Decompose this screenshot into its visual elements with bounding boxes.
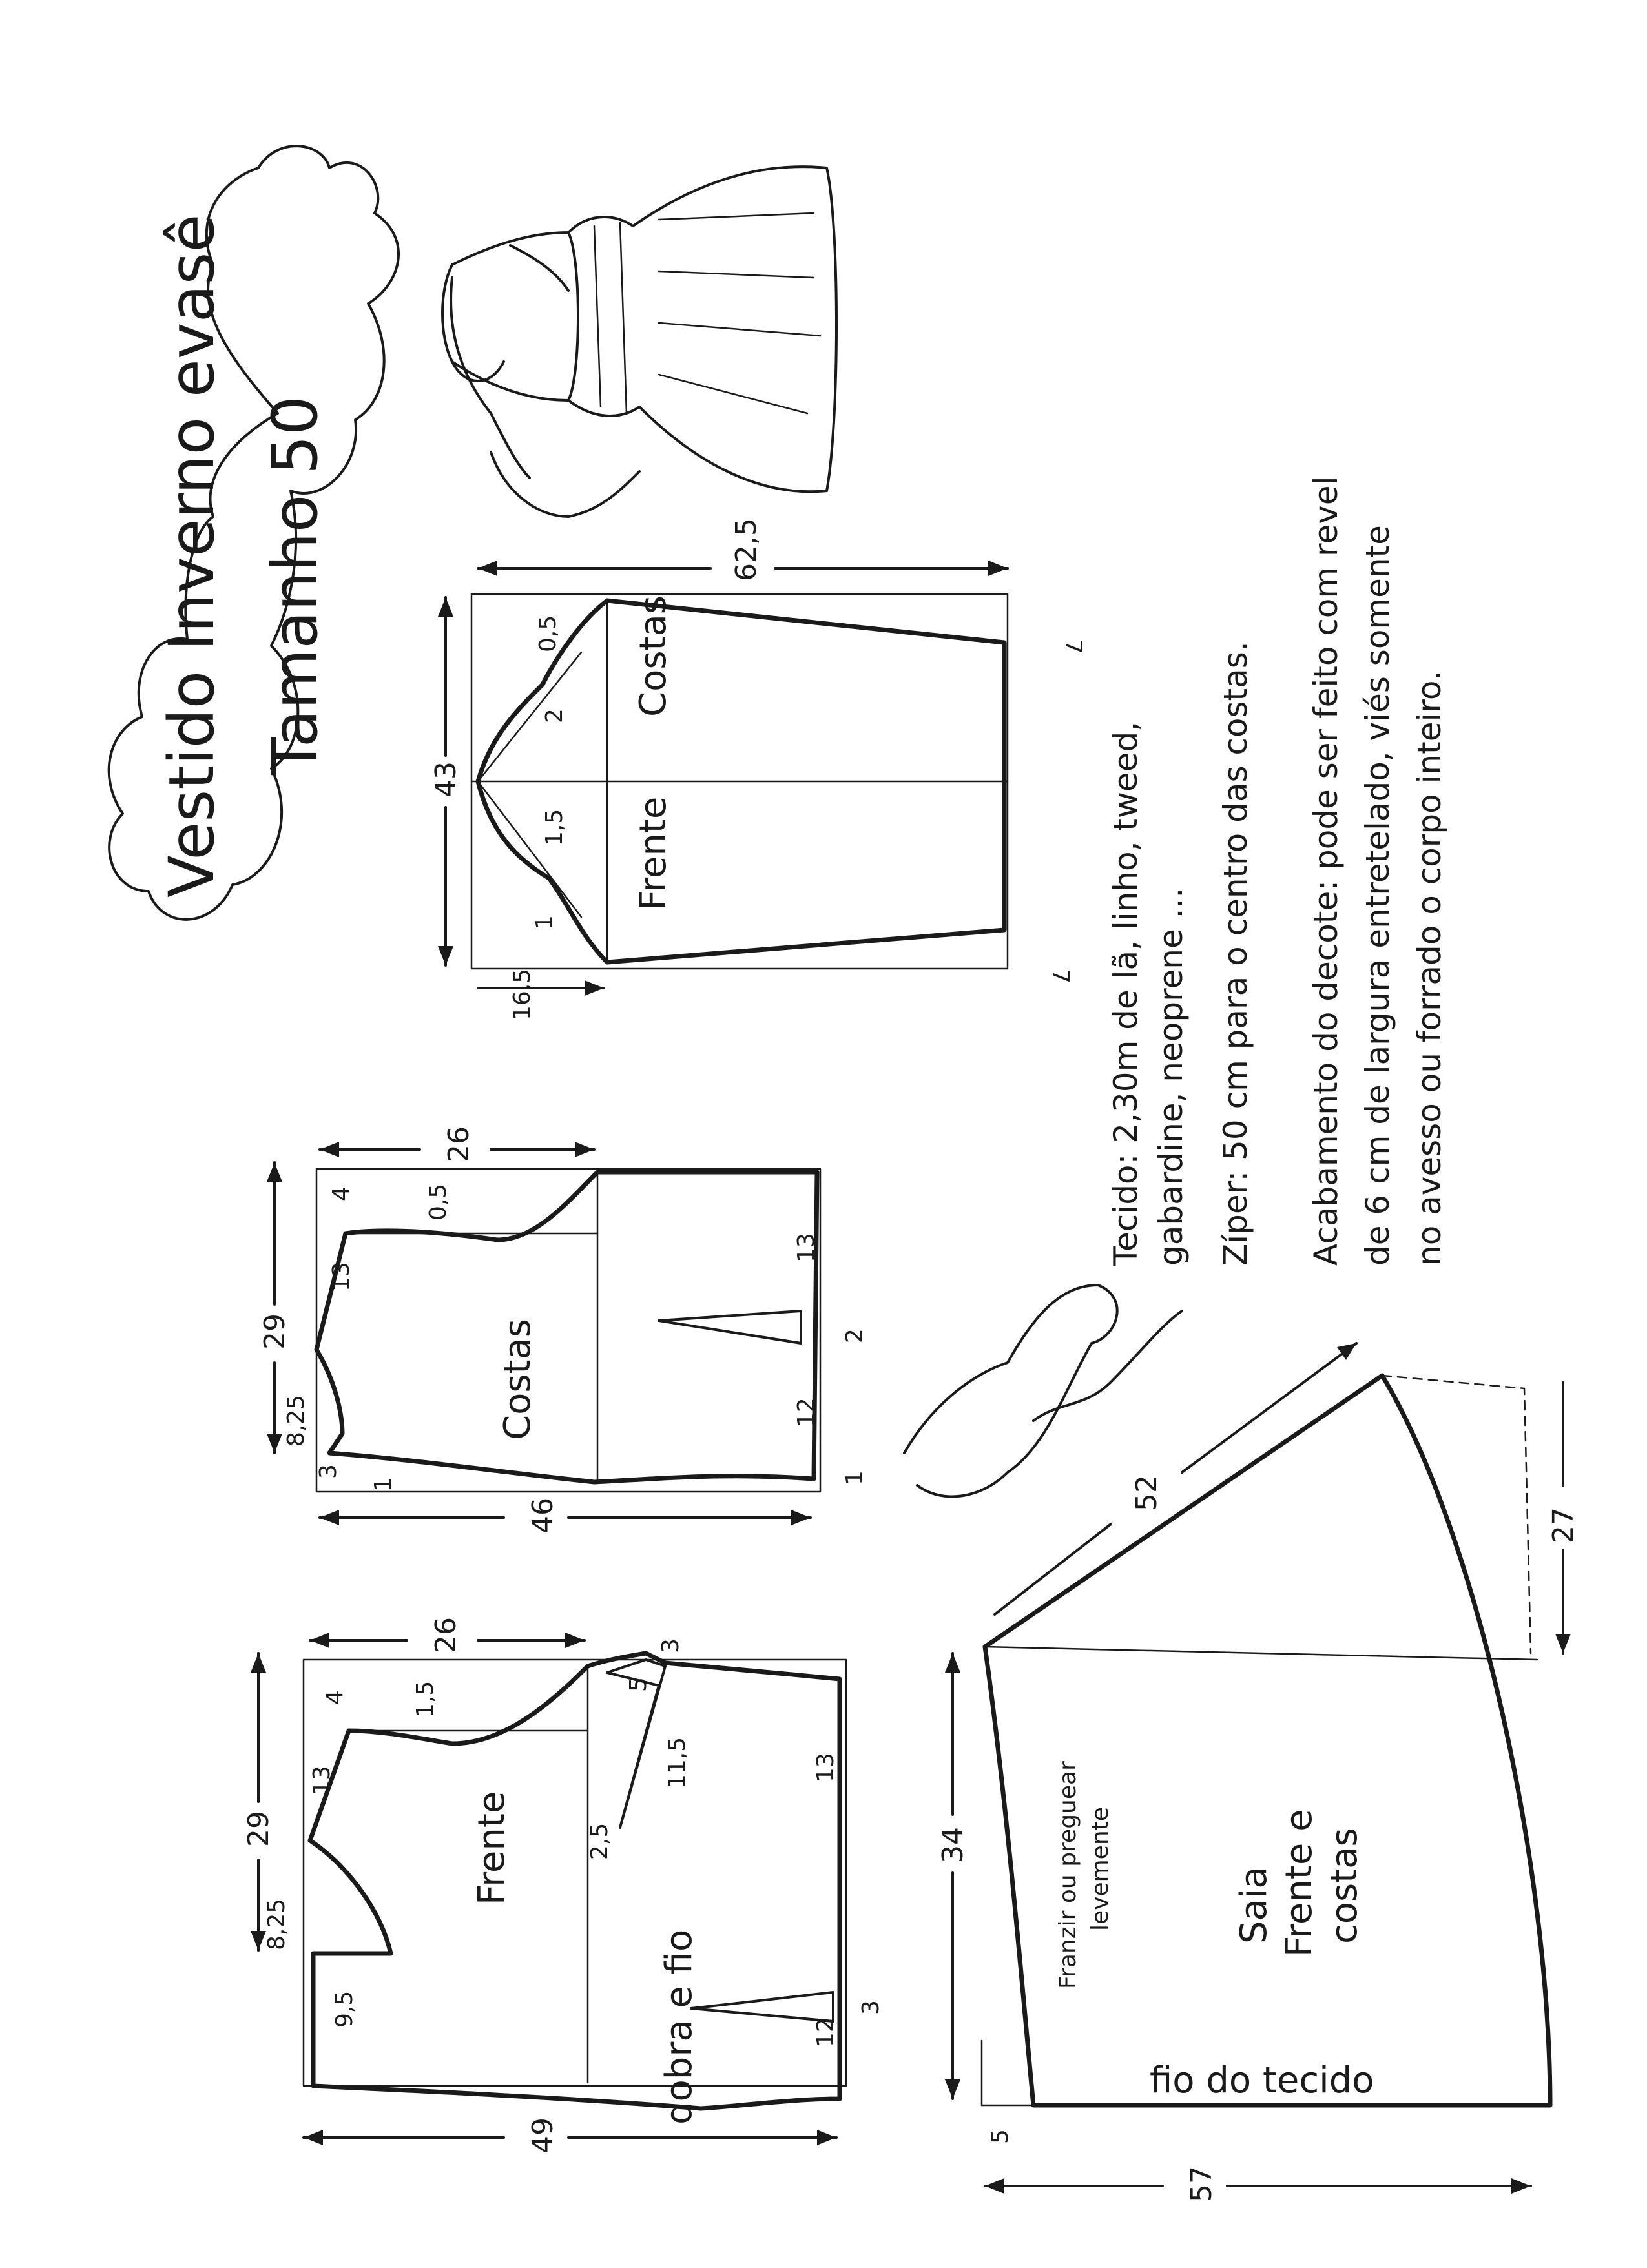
back-bodice-dim-waist-bottom: 12 bbox=[793, 1397, 820, 1427]
back-bodice-dim-hem-left: 3 bbox=[315, 1464, 342, 1479]
sleeve-dim-hem-right: 7 bbox=[1047, 969, 1073, 984]
sleeve-label-front: Frente bbox=[632, 796, 674, 911]
note-finish-1: Acabamento do decote: pode ser feito com revel bbox=[1307, 476, 1345, 1266]
back-bodice-dim-waist-top: 13 bbox=[793, 1233, 820, 1263]
sleeve-dim-cap-back-depth: 2 bbox=[541, 708, 568, 723]
back-bodice-dim-top: 26 bbox=[442, 1126, 475, 1162]
skirt-label-3: costas bbox=[1323, 1828, 1365, 1944]
front-bodice-dim-length: 49 bbox=[526, 2118, 559, 2154]
note-zipper: Zíper: 50 cm para o centro das costas. bbox=[1217, 641, 1254, 1266]
front-bodice-dim-shoulder-curve: 1,5 bbox=[412, 1680, 439, 1718]
front-bodice-label: Frente bbox=[471, 1791, 513, 1905]
title-line2: Tamanho 50 bbox=[259, 395, 331, 775]
note-finish-2: de 6 cm de largura entretelado, viés somente bbox=[1359, 525, 1396, 1266]
front-bodice-dim-shoulder: 4 bbox=[322, 1690, 348, 1705]
note-fabric-2: gabardine, neoprene ... bbox=[1152, 887, 1190, 1266]
front-bodice-dim-bust-dart-pt: 3 bbox=[658, 1638, 684, 1653]
skirt-label-1: Saia bbox=[1233, 1866, 1275, 1944]
skirt-label-2: Frente e bbox=[1278, 1809, 1320, 1957]
sleeve-dim-length: 62,5 bbox=[730, 518, 763, 581]
back-bodice-dim-shoulder: 4 bbox=[328, 1186, 355, 1201]
sleeve-label-back: Costas bbox=[632, 595, 674, 717]
back-bodice-dim-shoulder-small: 0,5 bbox=[425, 1183, 451, 1221]
front-bodice-dim-top: 26 bbox=[430, 1617, 462, 1653]
sleeve-dim-cap-back: 0,5 bbox=[535, 615, 561, 652]
back-bodice-dim-dart: 2 bbox=[842, 1328, 868, 1343]
skirt-dim-diag: 52 bbox=[1130, 1475, 1163, 1511]
sleeve-dim-hem-left: 7 bbox=[1060, 639, 1086, 654]
skirt-grain-label: fio do tecido bbox=[1150, 2059, 1374, 2101]
note-fabric: Tecido: 2,30m de lã, linho, tweed, bbox=[1107, 721, 1145, 1266]
skirt-gather-label-1: Franzir ou preguear bbox=[1055, 1761, 1081, 1989]
front-bodice-dim-bust-dart-top: 5 bbox=[625, 1677, 652, 1692]
sleeve-dim-width: 43 bbox=[430, 761, 462, 798]
front-bodice-dim-hem-left: 9,5 bbox=[331, 1990, 358, 2028]
dress-sketch-icon bbox=[442, 167, 836, 517]
back-bodice-dim-hem-right: 1 bbox=[842, 1470, 868, 1485]
sleeve-dim-bottom: 16,5 bbox=[509, 968, 535, 1020]
notes-block bbox=[1107, 477, 1448, 1266]
back-bodice-dim-length: 46 bbox=[526, 1498, 559, 1534]
skirt-dim-right: 27 bbox=[1547, 1507, 1580, 1543]
front-bodice-dim-waist-bottom: 12 bbox=[813, 2017, 839, 2047]
sleeve-dim-cap-front: 1,5 bbox=[541, 809, 568, 846]
skirt-dim-bottom: 57 bbox=[1185, 2166, 1218, 2202]
title-line1: Vestido Inverno evasê bbox=[156, 214, 228, 898]
skirt-pattern bbox=[937, 1343, 1580, 2202]
front-bodice-dim-width: 29 bbox=[242, 1811, 275, 1847]
skirt-dim-left: 34 bbox=[937, 1827, 969, 1863]
note-finish-3: no avesso ou forrado o corpo inteiro. bbox=[1411, 670, 1448, 1266]
front-bodice-pattern bbox=[242, 1617, 884, 2154]
front-bodice-dim-waist-top: 13 bbox=[813, 1753, 839, 1782]
back-bodice-pattern bbox=[258, 1126, 868, 1534]
sleeve-pattern bbox=[430, 518, 1086, 1020]
back-bodice-dim-neck-depth: 8,25 bbox=[283, 1394, 309, 1447]
front-bodice-dim-neck: 13 bbox=[309, 1766, 335, 1795]
front-bodice-dim-dart-width: 2,5 bbox=[586, 1822, 613, 1860]
sleeve-dim-cap-front-small: 1 bbox=[532, 915, 558, 930]
back-bodice-dim-width: 29 bbox=[258, 1314, 291, 1350]
back-bodice-dim-hem-small: 1 bbox=[370, 1477, 397, 1492]
skirt-gather-label-2: levemente bbox=[1087, 1807, 1114, 1931]
back-bodice-dim-neck: 13 bbox=[328, 1262, 355, 1292]
front-bodice-dim-waist-dart: 3 bbox=[858, 2000, 884, 2015]
front-bodice-dim-neck-depth: 8,25 bbox=[264, 1898, 290, 1950]
back-bodice-label: Costas bbox=[497, 1319, 539, 1440]
signature bbox=[904, 1285, 1182, 1496]
title-cloud bbox=[109, 146, 399, 920]
front-bodice-fold-label: dobra e fio bbox=[658, 1929, 700, 2125]
front-bodice-dim-bust-dart: 11,5 bbox=[664, 1737, 690, 1789]
skirt-dim-corner: 5 bbox=[987, 2129, 1013, 2144]
